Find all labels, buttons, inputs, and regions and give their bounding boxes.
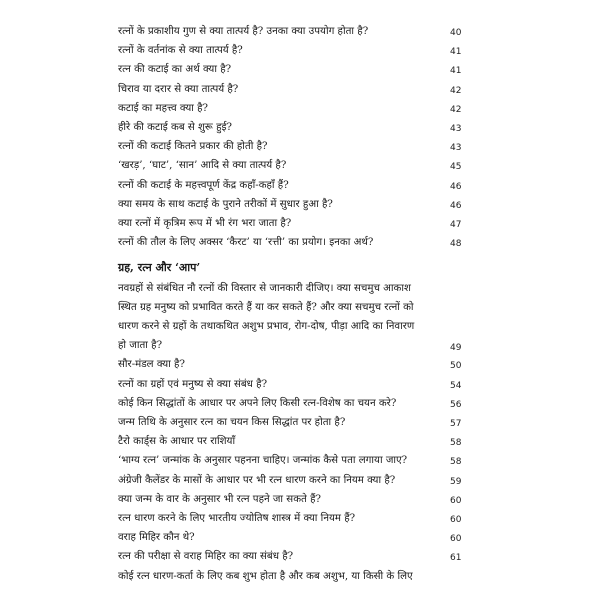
toc-entry [118,432,470,451]
toc-page-number: 60 [450,495,462,506]
toc-page-number: 41 [450,47,462,58]
toc-list-bottom [118,355,470,585]
toc-paragraph-text [118,280,444,355]
toc-entry-text: हीरे की कटाई कब से शुरू हुई? [118,121,232,133]
toc-page-number: 58 [450,457,462,468]
toc-page-number: 42 [450,104,462,115]
toc-page-number: 43 [450,123,462,134]
toc-page-number: 61 [450,553,462,564]
toc-entry [118,490,470,509]
toc-entry-text: सौर-मंडल क्या है? [118,359,185,371]
toc-page-number: 58 [450,438,462,449]
toc-page-number: 59 [450,476,462,487]
toc-entry-text: रत्न की कटाई का अर्थ क्या है? [118,64,232,76]
toc-entry [118,233,470,252]
toc-entry-text: क्या रत्नों में कृत्रिम रूप में भी रंग भरा जाता है? [118,217,292,229]
toc-entry [118,375,470,394]
toc-page-number: 60 [450,514,462,525]
toc-page-number: 46 [450,200,462,211]
toc-entry-text: रत्नों की कटाई के महत्त्वपूर्ण केंद्र कहाँ-कहाँ हैं? [118,179,289,191]
toc-page-number: 57 [450,419,462,429]
paragraph-line: स्थित ग्रह मनुष्य को प्रभावित करते हैं या कर सकते हैं? और क्या सचमुच रत्नों को [118,302,414,314]
toc-entry [118,394,470,413]
toc-entry-text: क्या जन्म के वार के अनुसार भी रत्न पहने जा सकते हैं? [118,493,321,505]
toc-entry [118,509,470,528]
toc-entry-text: अंग्रेजी कैलेंडर के मासों के आधार पर भी रत्न धारण करने का नियम क्या है? [118,474,396,486]
toc-page-number: 48 [450,239,462,250]
paragraph-line: नवग्रहों से संबंधित नौ रत्नों की विस्तार से जानकारी दीजिए। क्या सचमुच आकाश [118,283,411,295]
toc-page-number: 46 [450,181,462,192]
table-of-contents [118,22,470,586]
toc-entry-text: ‘भाग्य रत्न’ जन्मांक के अनुसार पहनना चाहिए। जन्मांक कैसे पता लगाया जाए? [118,455,408,467]
paragraph-line: हो जाता है? [118,339,163,351]
toc-entry [118,471,470,490]
toc-entry [118,22,470,41]
toc-entry-text: क्या समय के साथ कटाई के पुराने तरीकों में सुधार हुआ है? [118,198,333,210]
toc-entry [118,99,470,118]
toc-page-number: 47 [450,219,462,230]
toc-entry-text: कोई किन सिद्धांतों के आधार पर अपने लिए किसी रत्न-विशेष का चयन करे? [118,397,397,409]
section-heading: ग्रह, रत्न और ‘आप’ [118,261,201,275]
toc-entry-text: चिराव या दरार से क्या तात्पर्य है? [118,83,239,95]
toc-entry [118,451,470,470]
toc-page-number: 41 [450,66,462,77]
toc-page-number: 45 [450,162,462,173]
toc-entry-text: रत्नों की कटाई कितने प्रकार की होती है? [118,141,268,153]
toc-entry [118,528,470,547]
toc-entry-text: रत्नों के वर्तनांक से क्या तात्पर्य है? [118,45,243,57]
toc-entry-text: कोई रत्न धारण-कर्ता के लिए कब शुभ होता है और कब अशुभ, या किसी के लिए [118,570,413,582]
toc-entry-text: कटाई का महत्त्व क्या है? [118,102,208,114]
toc-entry-text: टैरो कार्ड्स के आधार पर राशियाँ [118,436,236,448]
toc-list-top [118,22,470,252]
toc-page-number: 40 [450,28,462,38]
toc-entry [118,118,470,137]
toc-entry-text: रत्न धारण करने के लिए भारतीय ज्योतिष शास्त्र में क्या नियम हैं? [118,512,356,524]
toc-page-number: 54 [450,380,462,391]
toc-entry-text: ‘खरड़’, ‘घाट’, ‘सान’ आदि से क्या तात्पर्य है? [118,160,287,172]
toc-entry [118,137,470,156]
toc-entry [118,176,470,195]
toc-entry [118,195,470,214]
toc-entry [118,214,470,233]
toc-paragraph-entry [118,280,470,355]
toc-entry [118,60,470,79]
toc-entry [118,413,470,432]
toc-page-number: 56 [450,399,462,410]
toc-page-number: 50 [450,361,462,372]
toc-entry-text: रत्नों के प्रकाशीय गुण से क्या तात्पर्य है? उनका क्या उपयोग होता है? [118,26,369,37]
toc-page-number: 60 [450,534,462,545]
paragraph-line: धारण करने से ग्रहों के तथाकथित अशुभ प्रभाव, रोग-दोष, पीड़ा आदि का निवारण [118,320,415,332]
toc-page-number: 42 [450,85,462,96]
toc-entry-text: रत्नों की तौल के लिए अक्सर ‘कैरट’ या ‘रत्ती’ का प्रयोग। इनका अर्थ? [118,237,374,249]
toc-entry [118,156,470,175]
toc-page-number: 49 [450,343,462,354]
toc-entry-text: रत्नों का ग्रहों एवं मनुष्य से क्या संबंध है? [118,378,268,390]
toc-entry [118,41,470,60]
toc-entry [118,355,470,374]
toc-page-number: 43 [450,143,462,154]
toc-entry-text: जन्म तिथि के अनुसार रत्न का चयन किस सिद्धांत पर होता है? [118,417,346,428]
toc-entry [118,80,470,99]
toc-entry-text: वराह मिहिर कौन थे? [118,532,195,544]
toc-entry [118,567,470,586]
toc-entry [118,547,470,566]
toc-entry-text: रत्न की परीक्षा से वराह मिहिर का क्या संबंध है? [118,551,294,563]
